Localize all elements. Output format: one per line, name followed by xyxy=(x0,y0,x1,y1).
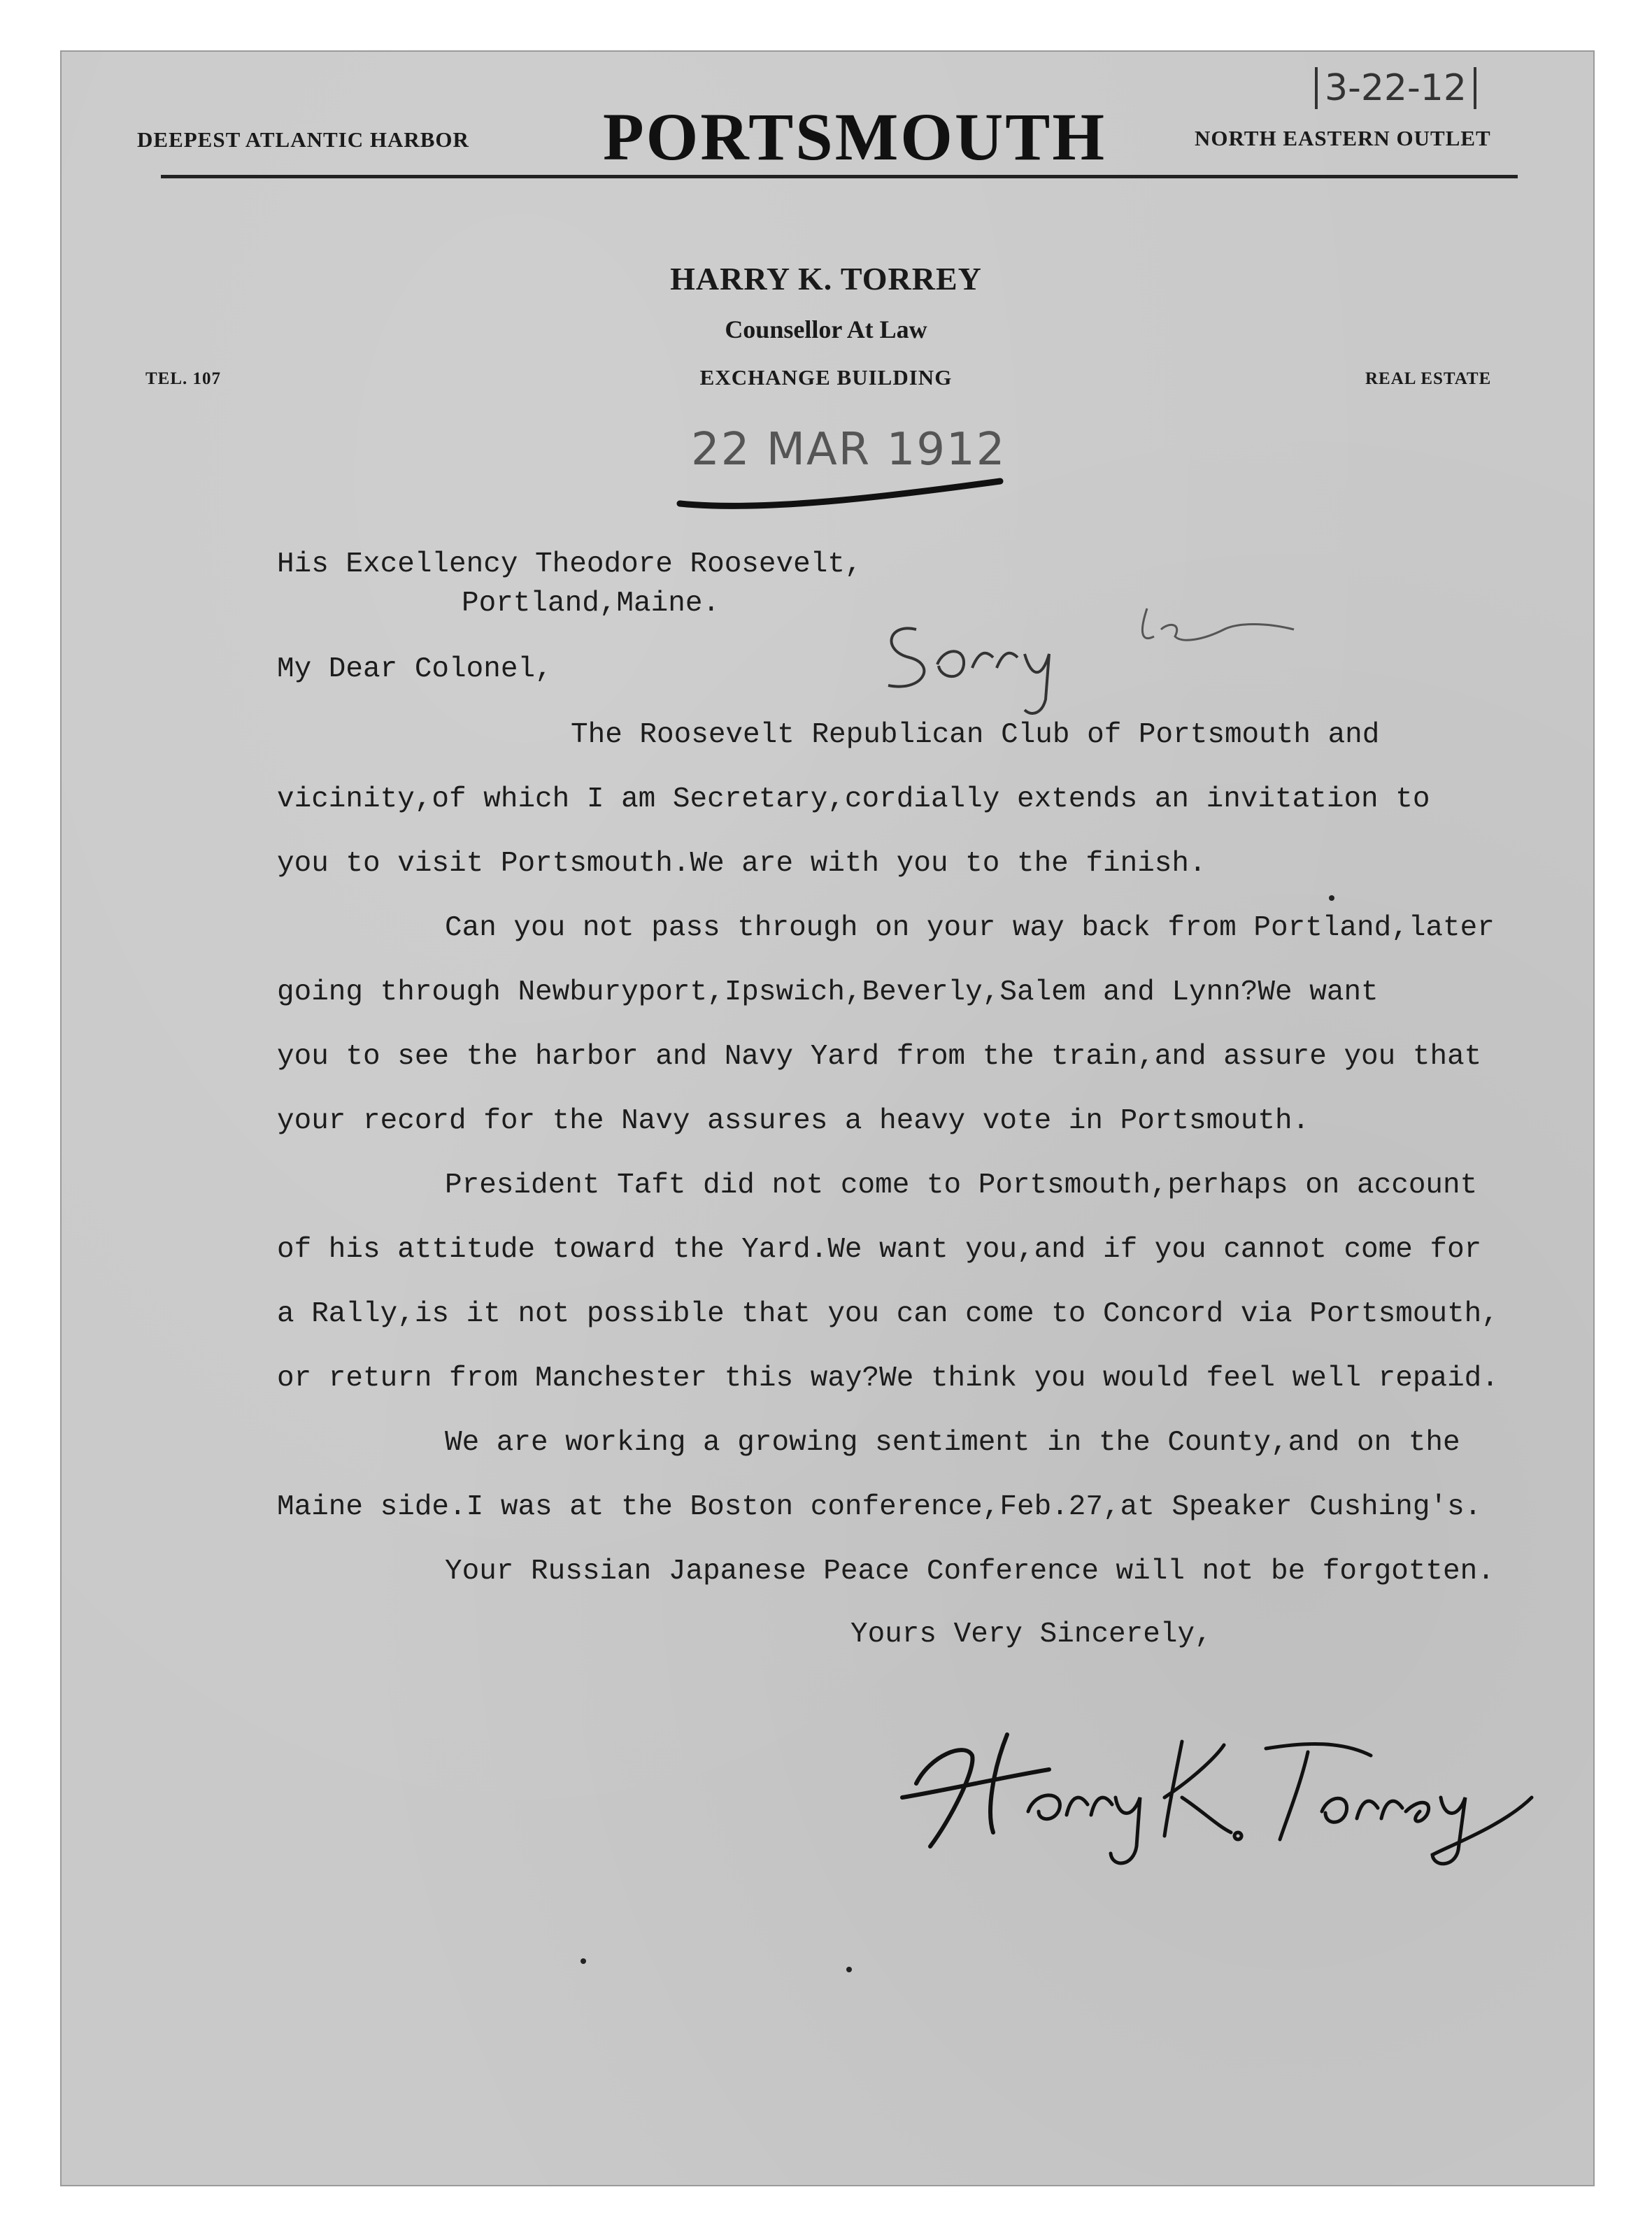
letter-line: of his attitude toward the Yard.We want you,and if you cannot come for xyxy=(277,1234,1482,1266)
margin-note-handwriting xyxy=(874,581,1308,720)
ink-speck xyxy=(846,1967,852,1972)
letterhead-profession: Counsellor At Law xyxy=(725,315,927,343)
ink-speck xyxy=(1329,895,1334,901)
signature xyxy=(888,1693,1546,1874)
letterhead-city: PORTSMOUTH xyxy=(603,99,1106,174)
salutation: My Dear Colonel, xyxy=(277,653,553,685)
letterhead-telephone: TEL. 107 xyxy=(145,369,222,388)
letterhead-sideline: REAL ESTATE xyxy=(1365,369,1492,388)
letter-line: you to see the harbor and Navy Yard from the train,and assure you that xyxy=(277,1041,1482,1073)
closing: Yours Very Sincerely, xyxy=(850,1618,1212,1651)
reference-note: 3-22-12 xyxy=(1315,67,1476,109)
received-stamp: 22 MAR 1912 xyxy=(691,424,1006,476)
letter-line: or return from Manchester this way?We think you would feel well repaid. xyxy=(277,1362,1499,1395)
letterhead-name: HARRY K. TORREY xyxy=(670,261,982,297)
letter-line: you to visit Portsmouth.We are with you to the finish. xyxy=(277,848,1206,880)
letter-line: The Roosevelt Republican Club of Portsmouth and xyxy=(571,719,1380,751)
stamp-underline xyxy=(678,476,1007,518)
letter-line: your record for the Navy assures a heavy vote in Portsmouth. xyxy=(277,1105,1310,1137)
letterhead-left-slogan: DEEPEST ATLANTIC HARBOR xyxy=(137,127,469,152)
letter-line: going through Newburyport,Ipswich,Beverly,Salem and Lynn?We want xyxy=(277,976,1379,1009)
letter-line: Maine side.I was at the Boston conference,Feb.27,at Speaker Cushing's. xyxy=(277,1491,1482,1523)
letterhead-right-slogan: NORTH EASTERN OUTLET xyxy=(1195,126,1491,150)
addressee-line-1: His Excellency Theodore Roosevelt, xyxy=(277,548,862,581)
letter-line: vicinity,of which I am Secretary,cordially extends an invitation to xyxy=(277,783,1430,816)
letter-line: a Rally,is it not possible that you can come to Concord via Portsmouth, xyxy=(277,1298,1499,1330)
letterhead-rule xyxy=(161,175,1518,178)
addressee-line-2: Portland,Maine. xyxy=(462,588,720,620)
letter-line: Your Russian Japanese Peace Conference will not be forgotten. xyxy=(445,1555,1495,1588)
ink-speck xyxy=(581,1958,586,1964)
letterhead-address: EXCHANGE BUILDING xyxy=(699,365,953,390)
letter-line: Can you not pass through on your way back from Portland,later xyxy=(445,912,1495,944)
letter-line: We are working a growing sentiment in the County,and on the xyxy=(445,1427,1460,1459)
letter-line: President Taft did not come to Portsmouth,perhaps on account xyxy=(445,1169,1478,1202)
